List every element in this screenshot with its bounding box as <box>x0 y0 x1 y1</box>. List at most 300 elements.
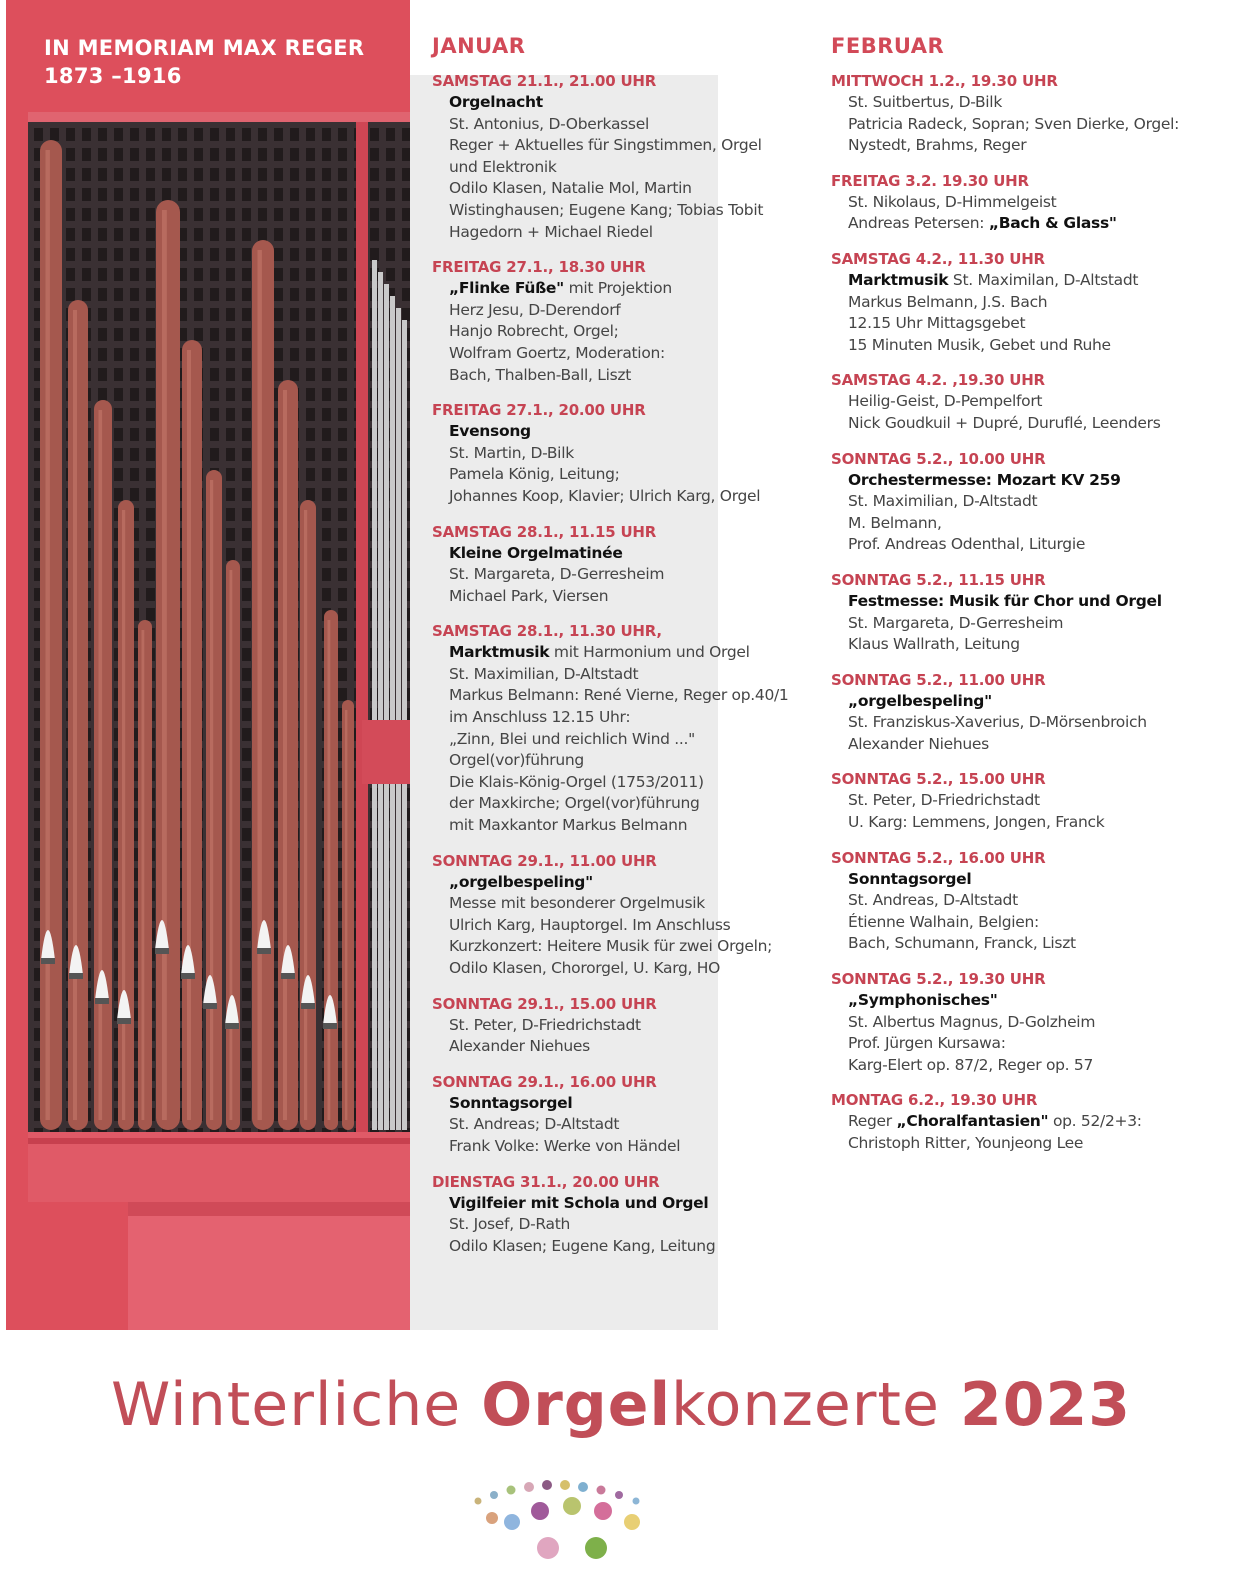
grille-cell <box>226 448 235 461</box>
wooden-pipe <box>68 300 88 1130</box>
grille-cell <box>242 428 251 441</box>
grille-cell <box>370 188 379 201</box>
event-text: St. Nikolaus, D-Himmelgeist <box>848 192 1057 211</box>
january-event <box>432 994 812 1058</box>
grille-cell <box>402 248 410 261</box>
grille-cell <box>210 388 219 401</box>
pipe-mouth-lip <box>301 1003 315 1009</box>
pipe-highlight <box>210 480 213 1120</box>
grille-cell <box>370 148 379 161</box>
grille-cell <box>274 188 283 201</box>
grille-cell <box>98 288 107 301</box>
grille-cell <box>114 188 123 201</box>
event-detail-line <box>432 685 812 707</box>
month-heading-february: FEBRUAR <box>831 34 945 58</box>
wooden-pipe <box>278 380 298 1130</box>
grille-cell <box>402 128 410 141</box>
pipe-mouth-lip <box>95 998 109 1004</box>
grille-cell <box>242 848 251 861</box>
grille-cell <box>290 248 299 261</box>
grille-cell <box>114 488 123 501</box>
event-detail-line <box>432 278 812 300</box>
grille-cell <box>290 268 299 281</box>
grille-cell <box>66 148 75 161</box>
event-detail-line <box>831 335 1231 357</box>
event-detail-line <box>432 486 812 508</box>
pipe-mouth-lip <box>323 1023 337 1029</box>
event-text: Alexander Niehues <box>848 734 989 753</box>
event-detail-line <box>432 543 812 565</box>
event-text: Kurzkonzert: Heitere Musik für zwei Orgeln; <box>449 937 773 956</box>
grille-cell <box>210 188 219 201</box>
grille-cell <box>226 368 235 381</box>
grille-cell <box>258 128 267 141</box>
grille-cell <box>146 188 155 201</box>
grille-cell <box>194 268 203 281</box>
event-detail-line <box>831 1111 1231 1133</box>
grille-cell <box>338 308 347 321</box>
grille-cell <box>402 228 410 241</box>
grille-cell <box>306 388 315 401</box>
january-event <box>432 257 812 386</box>
grille-cell <box>194 128 203 141</box>
event-highlight: Evensong <box>449 422 531 441</box>
grille-cell <box>242 668 251 681</box>
grille-cell <box>226 268 235 281</box>
event-detail-line <box>432 815 812 837</box>
event-date: SAMSTAG 28.1., 11.15 UHR <box>432 522 657 541</box>
grille-cell <box>242 688 251 701</box>
event-text: St. Andreas, D-Altstadt <box>848 891 1018 910</box>
event-text: 12.15 Uhr Mittagsgebet <box>848 314 1026 333</box>
grille-cell <box>98 328 107 341</box>
grille-cell <box>242 548 251 561</box>
grille-cell <box>130 208 139 221</box>
organ-pipes-illustration <box>6 0 410 1330</box>
event-detail-line <box>831 1055 1231 1077</box>
pipe-highlight <box>328 620 331 1120</box>
event-text: St. Andreas; D-Altstadt <box>449 1115 620 1134</box>
event-text: Ulrich Karg, Hauptorgel. Im Anschluss <box>449 915 731 934</box>
grille-cell <box>242 208 251 221</box>
case-pedestal <box>128 1202 410 1330</box>
pipe-highlight <box>99 410 103 1120</box>
event-detail-line <box>432 1036 812 1058</box>
event-detail-line <box>831 734 1231 756</box>
grille-cell <box>306 308 315 321</box>
grille-cell <box>242 1048 251 1061</box>
wooden-pipe <box>182 340 202 1130</box>
event-date: SAMSTAG 4.2., 11.30 UHR <box>831 249 1045 268</box>
grille-cell <box>226 288 235 301</box>
event-detail-line <box>831 292 1231 314</box>
grille-cell <box>242 1028 251 1041</box>
event-detail-line <box>432 872 812 894</box>
grille-cell <box>338 408 347 421</box>
grille-cell <box>210 208 219 221</box>
grille-cell <box>146 388 155 401</box>
grille-cell <box>242 808 251 821</box>
grille-cell <box>178 128 187 141</box>
grille-cell <box>146 308 155 321</box>
grille-cell <box>130 128 139 141</box>
metal-pipe <box>378 272 383 1130</box>
grille-cell <box>162 168 171 181</box>
memoriam-line2: 1873 –1916 <box>44 64 182 88</box>
grille-cell <box>242 788 251 801</box>
grille-cell <box>98 308 107 321</box>
event-detail-line <box>831 613 1231 635</box>
grille-cell <box>130 268 139 281</box>
grille-cell <box>242 228 251 241</box>
grille-cell <box>146 368 155 381</box>
grille-cell <box>114 388 123 401</box>
event-text: 15 Minuten Musik, Gebet und Ruhe <box>848 335 1111 354</box>
wooden-pipe <box>94 400 112 1130</box>
event-highlight: Vigilfeier mit Schola und Orgel <box>449 1193 709 1212</box>
pipe-mouth-lip <box>155 948 169 954</box>
pipe-highlight <box>304 510 307 1120</box>
event-text: im Anschluss 12.15 Uhr: <box>449 708 631 727</box>
grille-cell <box>290 148 299 161</box>
grille-cell <box>130 368 139 381</box>
grille-cell <box>242 1088 251 1101</box>
event-text: St. Margareta, D-Gerresheim <box>848 613 1064 632</box>
event-detail-line <box>432 1114 812 1136</box>
grille-cell <box>386 228 395 241</box>
event-detail-line <box>432 1236 812 1258</box>
grille-cell <box>322 508 331 521</box>
grille-cell <box>338 328 347 341</box>
grille-cell <box>402 308 410 321</box>
grille-cell <box>226 468 235 481</box>
grille-cell <box>338 468 347 481</box>
event-date: SONNTAG 5.2., 11.15 UHR <box>831 570 1046 589</box>
event-detail-line <box>432 1193 812 1215</box>
grille-cell <box>66 248 75 261</box>
grille-cell <box>114 268 123 281</box>
february-event <box>831 848 1231 955</box>
grille-cell <box>242 748 251 761</box>
february-column <box>831 34 1231 1169</box>
january-event <box>432 621 812 836</box>
grille-cell <box>258 168 267 181</box>
grille-cell <box>322 248 331 261</box>
grille-cell <box>338 508 347 521</box>
grille-cell <box>306 188 315 201</box>
event-detail-line <box>831 491 1231 513</box>
event-text: St. Maximilian, D-Altstadt <box>449 664 639 683</box>
pipe-highlight <box>345 710 347 1120</box>
grille-cell <box>114 328 123 341</box>
event-text: mit Harmonium und Orgel <box>549 643 750 662</box>
event-text: Odilo Klasen, Natalie Mol, Martin <box>449 179 692 198</box>
grille-cell <box>258 228 267 241</box>
event-date: SONNTAG 29.1., 15.00 UHR <box>432 994 657 1013</box>
event-highlight: „Choralfantasien" <box>896 1112 1049 1131</box>
pipe-highlight <box>73 310 77 1120</box>
grille-cell <box>226 388 235 401</box>
grille-cell <box>98 248 107 261</box>
grille-cell <box>338 368 347 381</box>
grille-cell <box>242 528 251 541</box>
grille-cell <box>290 368 299 381</box>
event-detail-line <box>432 936 812 958</box>
event-text: St. Peter, D-Friedrichstadt <box>449 1015 641 1034</box>
grille-cell <box>82 228 91 241</box>
event-highlight: „Flinke Füße" <box>449 279 564 298</box>
event-text: Étienne Walhain, Belgien: <box>848 912 1039 931</box>
event-detail-line <box>432 915 812 937</box>
event-detail-line <box>432 793 812 815</box>
event-text: Prof. Jürgen Kursawa: <box>848 1034 1006 1053</box>
event-text: Wolfram Goertz, Moderation: <box>449 343 665 362</box>
grille-cell <box>66 268 75 281</box>
grille-cell <box>242 388 251 401</box>
grille-cell <box>306 408 315 421</box>
grille-cell <box>242 968 251 981</box>
grille-cell <box>386 188 395 201</box>
event-text: Alexander Niehues <box>449 1037 590 1056</box>
grille-cell <box>338 628 347 641</box>
metal-pipe <box>384 284 389 1130</box>
grille-cell <box>338 548 347 561</box>
grille-cell <box>210 408 219 421</box>
grille-cell <box>194 168 203 181</box>
grille-cell <box>322 368 331 381</box>
january-event <box>432 851 812 980</box>
grille-cell <box>402 148 410 161</box>
grille-cell <box>370 248 379 261</box>
grille-cell <box>338 688 347 701</box>
grille-cell <box>226 128 235 141</box>
month-heading-january: JANUAR <box>432 34 526 58</box>
event-text: Odilo Klasen; Eugene Kang, Leitung <box>449 1236 716 1255</box>
event-detail-line <box>432 321 812 343</box>
grille-cell <box>34 128 43 141</box>
grille-cell <box>98 368 107 381</box>
grille-cell <box>210 128 219 141</box>
grille-cell <box>338 348 347 361</box>
grille-cell <box>306 268 315 281</box>
event-text: Frank Volke: Werke von Händel <box>449 1136 681 1155</box>
event-detail-line <box>432 421 812 443</box>
grille-cell <box>130 308 139 321</box>
grille-cell <box>242 288 251 301</box>
wooden-pipe <box>156 200 180 1130</box>
grille-cell <box>338 128 347 141</box>
pipe-mouth-lip <box>41 958 55 964</box>
grille-cell <box>386 128 395 141</box>
grille-cell <box>114 308 123 321</box>
event-detail-line <box>432 178 812 200</box>
grille-cell <box>178 188 187 201</box>
grille-cell <box>274 208 283 221</box>
grille-cell <box>242 928 251 941</box>
grille-cell <box>210 168 219 181</box>
grille-cell <box>274 348 283 361</box>
event-text: „Zinn, Blei und reichlich Wind ..." <box>449 729 695 748</box>
event-text: St. Albertus Magnus, D-Golzheim <box>848 1012 1096 1031</box>
event-detail-line <box>432 443 812 465</box>
grille-cell <box>322 448 331 461</box>
grille-cell <box>210 428 219 441</box>
grille-cell <box>66 168 75 181</box>
event-detail-line <box>831 391 1231 413</box>
event-detail-line <box>432 1136 812 1158</box>
event-detail-line <box>831 413 1231 435</box>
event-text: Odilo Klasen, Chororgel, U. Karg, HO <box>449 959 721 977</box>
grille-cell <box>306 328 315 341</box>
event-highlight: Festmesse: Musik für Chor und Orgel <box>848 591 1162 610</box>
grille-cell <box>98 128 107 141</box>
grille-cell <box>322 168 331 181</box>
event-detail-line <box>831 1133 1231 1155</box>
event-detail-line <box>831 691 1231 713</box>
grille-cell <box>338 168 347 181</box>
grille-cell <box>322 228 331 241</box>
grille-cell <box>338 608 347 621</box>
grille-cell <box>242 348 251 361</box>
event-text: U. Karg: Lemmens, Jongen, Franck <box>848 813 1105 832</box>
grille-cell <box>306 488 315 501</box>
grille-cell <box>210 328 219 341</box>
grille-cell <box>146 568 155 581</box>
grille-cell <box>114 128 123 141</box>
grille-cell <box>226 148 235 161</box>
wooden-pipe <box>300 500 316 1130</box>
grille-cell <box>130 348 139 361</box>
grille-cell <box>226 208 235 221</box>
grille-cell <box>98 348 107 361</box>
grille-cell <box>322 468 331 481</box>
event-detail-line <box>432 365 812 387</box>
wooden-pipe <box>324 610 338 1130</box>
event-detail-line <box>831 990 1231 1012</box>
event-detail-line <box>432 157 812 179</box>
event-text: Patricia Radeck, Sopran; Sven Dierke, Orgel: <box>848 114 1180 133</box>
organ-photo-panel <box>6 0 410 1330</box>
grille-cell <box>242 948 251 961</box>
grille-cell <box>242 268 251 281</box>
grille-cell <box>114 348 123 361</box>
grille-cell <box>322 148 331 161</box>
grille-cell <box>114 208 123 221</box>
event-date: SAMSTAG 4.2. ,19.30 UHR <box>831 371 1045 390</box>
event-detail-line <box>831 213 1231 235</box>
january-event <box>432 522 812 608</box>
event-detail-line <box>831 270 1231 292</box>
grille-cell <box>66 228 75 241</box>
event-text: Die Klais-König-Orgel (1753/2011) <box>449 772 704 791</box>
grille-cell <box>290 188 299 201</box>
grille-cell <box>130 448 139 461</box>
event-date: MONTAG 6.2., 19.30 UHR <box>831 1091 1038 1110</box>
february-event <box>831 370 1231 434</box>
grille-cell <box>146 128 155 141</box>
event-detail-line <box>831 534 1231 556</box>
pipe-highlight <box>142 630 145 1120</box>
february-event <box>831 570 1231 656</box>
january-event-list <box>432 71 812 1257</box>
event-detail-line <box>432 300 812 322</box>
grille-cell <box>210 308 219 321</box>
title-part-konzerte: konzerte <box>671 1370 960 1440</box>
event-text: Christoph Ritter, Younjeong Lee <box>848 1134 1084 1152</box>
event-detail-line <box>432 1015 812 1037</box>
event-text: Michael Park, Viersen <box>449 586 609 605</box>
grille-cell <box>274 328 283 341</box>
grille-cell <box>338 648 347 661</box>
poster-title <box>0 1370 1242 1440</box>
event-text: Nick Goudkuil + Dupré, Duruflé, Leenders <box>848 413 1161 432</box>
pipe-mouth-lip <box>69 973 83 979</box>
grille-cell <box>98 188 107 201</box>
grille-cell <box>306 168 315 181</box>
event-date: SONNTAG 5.2., 16.00 UHR <box>831 848 1046 867</box>
grille-cell <box>82 188 91 201</box>
january-event <box>432 400 812 507</box>
grille-cell <box>290 228 299 241</box>
grille-cell <box>178 148 187 161</box>
grille-cell <box>242 608 251 621</box>
event-text: St. Maximilan, D-Altstadt <box>948 270 1139 289</box>
february-event <box>831 249 1231 356</box>
grille-cell <box>338 528 347 541</box>
grille-cell <box>82 148 91 161</box>
grille-cell <box>242 888 251 901</box>
grille-cell <box>98 168 107 181</box>
event-date: SONNTAG 5.2., 19.30 UHR <box>831 970 1046 989</box>
grille-cell <box>306 448 315 461</box>
event-text: der Maxkirche; Orgel(vor)führung <box>449 794 700 813</box>
grille-cell <box>194 228 203 241</box>
event-text: Johannes Koop, Klavier; Ulrich Karg, Orgel <box>449 486 761 505</box>
pipe-highlight <box>230 570 233 1120</box>
grille-cell <box>338 148 347 161</box>
grille-cell <box>66 128 75 141</box>
grille-cell <box>338 668 347 681</box>
event-highlight: „Symphonisches" <box>848 991 998 1010</box>
grille-cell <box>306 248 315 261</box>
event-text: St. Franziskus-Xaverius, D-Mörsenbroich <box>848 713 1147 732</box>
grille-cell <box>226 488 235 501</box>
event-text: Bach, Thalben-Ball, Liszt <box>449 365 631 384</box>
event-text: Reger <box>848 1112 897 1131</box>
february-event <box>831 670 1231 756</box>
event-detail-line <box>432 564 812 586</box>
grille-cell <box>114 408 123 421</box>
grille-cell <box>98 148 107 161</box>
grille-cell <box>114 448 123 461</box>
grille-cell <box>306 348 315 361</box>
event-detail-line <box>831 933 1231 955</box>
event-text: Heilig-Geist, D-Pempelfort <box>848 392 1043 411</box>
wooden-pipe <box>206 470 222 1130</box>
pipe-mouth-lip <box>257 948 271 954</box>
title-part-winterliche: Winterliche <box>111 1370 482 1440</box>
grille-cell <box>178 168 187 181</box>
grille-cell <box>274 168 283 181</box>
january-event <box>432 1072 812 1158</box>
case-base-shadow <box>28 1138 410 1144</box>
grille-cell <box>210 228 219 241</box>
grille-cell <box>242 628 251 641</box>
event-detail-line <box>432 1214 812 1236</box>
grille-cell <box>130 388 139 401</box>
grille-cell <box>82 248 91 261</box>
case-top-rail <box>28 112 410 122</box>
